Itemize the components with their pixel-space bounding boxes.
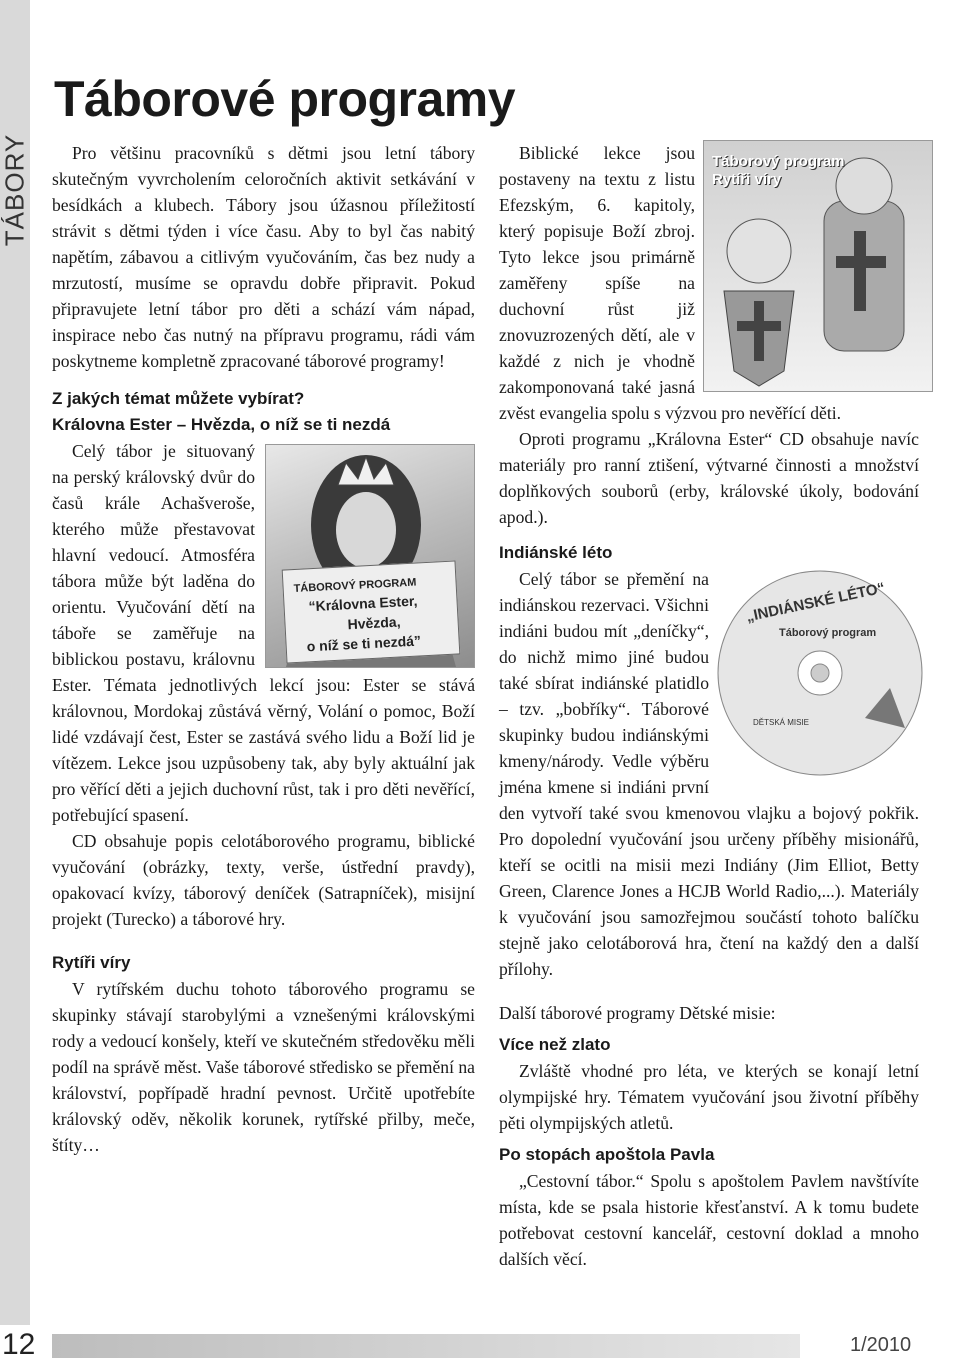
ester-paragraph-2: CD obsahuje popis celotáborového programu, biblické vyučování (obrázky, texty, verše, ústřední pravdy), opakovací kvízy, táborový deníček (Satrapníček), misijní projekt (Turecko) a táborové hry. bbox=[52, 831, 475, 929]
issue-label: 1/2010 bbox=[850, 1334, 912, 1356]
ester-img-line3: Hvězda, bbox=[347, 613, 401, 633]
rytiri-paragraph-3: Oproti programu „Královna Ester“ CD obsahuje navíc materiály pro ranní ztišení, výtvarné činnosti a množství doplňkových souborů (erby, královské úkoly, bodování apod.). bbox=[499, 429, 919, 527]
rytiri-img-line2: Rytíři víry bbox=[712, 171, 782, 188]
left-column bbox=[52, 140, 475, 1158]
right-column bbox=[499, 140, 919, 1272]
indianske-cd bbox=[715, 568, 925, 778]
pavel-paragraph: „Cestovní tábor.“ Spolu s apoštolem Pavlem navštívíte místa, kde se psala historie křesťanství. A k tomu budete potřebovat cestovní kancelář, cestovní doklad a mnoho dalších věcí. bbox=[499, 1171, 919, 1269]
cd-label: Táborový program bbox=[779, 627, 877, 639]
cd-arc-title: „INDIÁNSKÉ LÉTO“ bbox=[744, 579, 887, 626]
cd-publisher: DĚTSKÁ MISIE bbox=[753, 718, 810, 727]
rytiri-img-line1: Táborový program bbox=[712, 153, 845, 170]
page-title: Táborové programy bbox=[54, 71, 516, 127]
footer-bar bbox=[52, 1334, 800, 1358]
ester-paragraph-1: Celý tábor je situovaný na perský královský dvůr do časů krále Achašveroše, kterého může přestavovat hlavní vedoucí. Atmosféra tábora může být laděna do orientu. Vyučování dětí na táboře se zaměřuje na biblickou postavu, královnu Ester. Témata jednotlivých lekcí jsou: Ester se stává královnou, Mordokaj zůstává věrný, Volání o pomoc, Boží lidé vzdávají čest, Ester se zastává svého lidu a Boží lid je vítězem. Lekce jsou uzpůsobeny tak, aby byly aktuální jak pro věřící děti a jejich duchovní růst, tak i pro děti nevěřící, potřebující spasení. bbox=[52, 441, 475, 825]
topics-heading: Z jakých témat můžete vybírat? bbox=[52, 389, 305, 408]
pavel-heading: Po stopách apoštola Pavla bbox=[499, 1145, 715, 1164]
indianske-paragraph-1: Celý tábor se přemění na indiánskou rezervaci. Všichni indiáni budou mít „deníčky“, do nichž mimo jiné budou také sbírat indiánské platidlo – tzv. „bobříky“. Táborové skupinky budou indiánskými kmeny/národy. Vedle výběru jména kmene si indiáni první den vytvoří také svou kmenovou vlajku a bojový pokřik. Pro dopolední vyučování jsou určeny příběhy misionářů, kteří se ocitli na misii mezi Indiány (Jim Elliot, Betty Green, Clarence Jones a HCJB World Radio,...). Materiály k vyučování jsou samozřejmou součástí tohoto balíčku stejně jako celotáborová hra, čtení na každý den a další přílohy. bbox=[499, 569, 919, 979]
ester-heading: Královna Ester – Hvězda, o níž se ti nezdá bbox=[52, 415, 391, 434]
indianske-heading: Indiánské léto bbox=[499, 543, 613, 562]
rytiri-illustration bbox=[703, 140, 933, 392]
ester-illustration bbox=[265, 444, 475, 668]
section-tab bbox=[1, 130, 29, 250]
vice-paragraph: Zvláště vhodné pro léta, ve kterých se konají letní olympijské hry. Tématem vyučování jsou životní příběhy pěti olympijských atletů. bbox=[499, 1061, 919, 1133]
rytiri-heading: Rytíři víry bbox=[52, 953, 131, 972]
vice-heading: Více než zlato bbox=[499, 1035, 611, 1054]
more-programs-intro: Další táborové programy Dětské misie: bbox=[499, 1003, 776, 1023]
section-tab-label: TÁBORY bbox=[0, 133, 30, 247]
ester-img-line2: “Královna Ester, bbox=[308, 592, 418, 615]
ester-img-line4: o níž se ti nezdá” bbox=[306, 632, 422, 655]
page-number: 12 bbox=[2, 1328, 36, 1361]
intro-paragraph: Pro většinu pracovníků s dětmi jsou letní tábory skutečným vyvrcholením celoročních aktivit setkávání v besídkách a klubech. Tábory jsou úžasnou příležitostí strávit s dětmi týden i více času. Aby to byl čas nabitý napětím, zábavou a citlivým vyučováním, čas bez nudy a mrzutostí, musíme se opravdu dobře připravit. Pokud připravujete letní tábor pro děti a schází vám nápad, inspirace nebo čas nutný na přípravu programu, rádi vám poskytneme kompletně zpracované táborové programy! bbox=[52, 143, 475, 371]
rytiri-paragraph-1: V rytířském duchu tohoto táborového programu se skupinky stávají starobylými a vznešenými královskými rody a vedoucí konšely, kteří ve skutečném středověku měli podíl na správě měst. Vaše táborové středisko se přemění na království, popřípadě hradní pevnost. Určitě upotřebíte královský oděv, několik korunek, rytířské přilby, meče, štíty… bbox=[52, 979, 475, 1155]
ester-img-line1: TÁBOROVÝ PROGRAM bbox=[293, 576, 417, 596]
rytiri-paragraph-2: Biblické lekce jsou postaveny na textu z listu Efezským, 6. kapitoly, který popisuje Boží zbroj. Tyto lekce jsou primárně zaměřeny spíše na duchovní růst již znovuzrozených dětí, ale v každé z nich je vhodně zakomponovaná také jasná zvěst evangelia spolu s výzvou pro nevěřící děti. bbox=[499, 143, 841, 423]
ester-scroll bbox=[282, 561, 461, 664]
